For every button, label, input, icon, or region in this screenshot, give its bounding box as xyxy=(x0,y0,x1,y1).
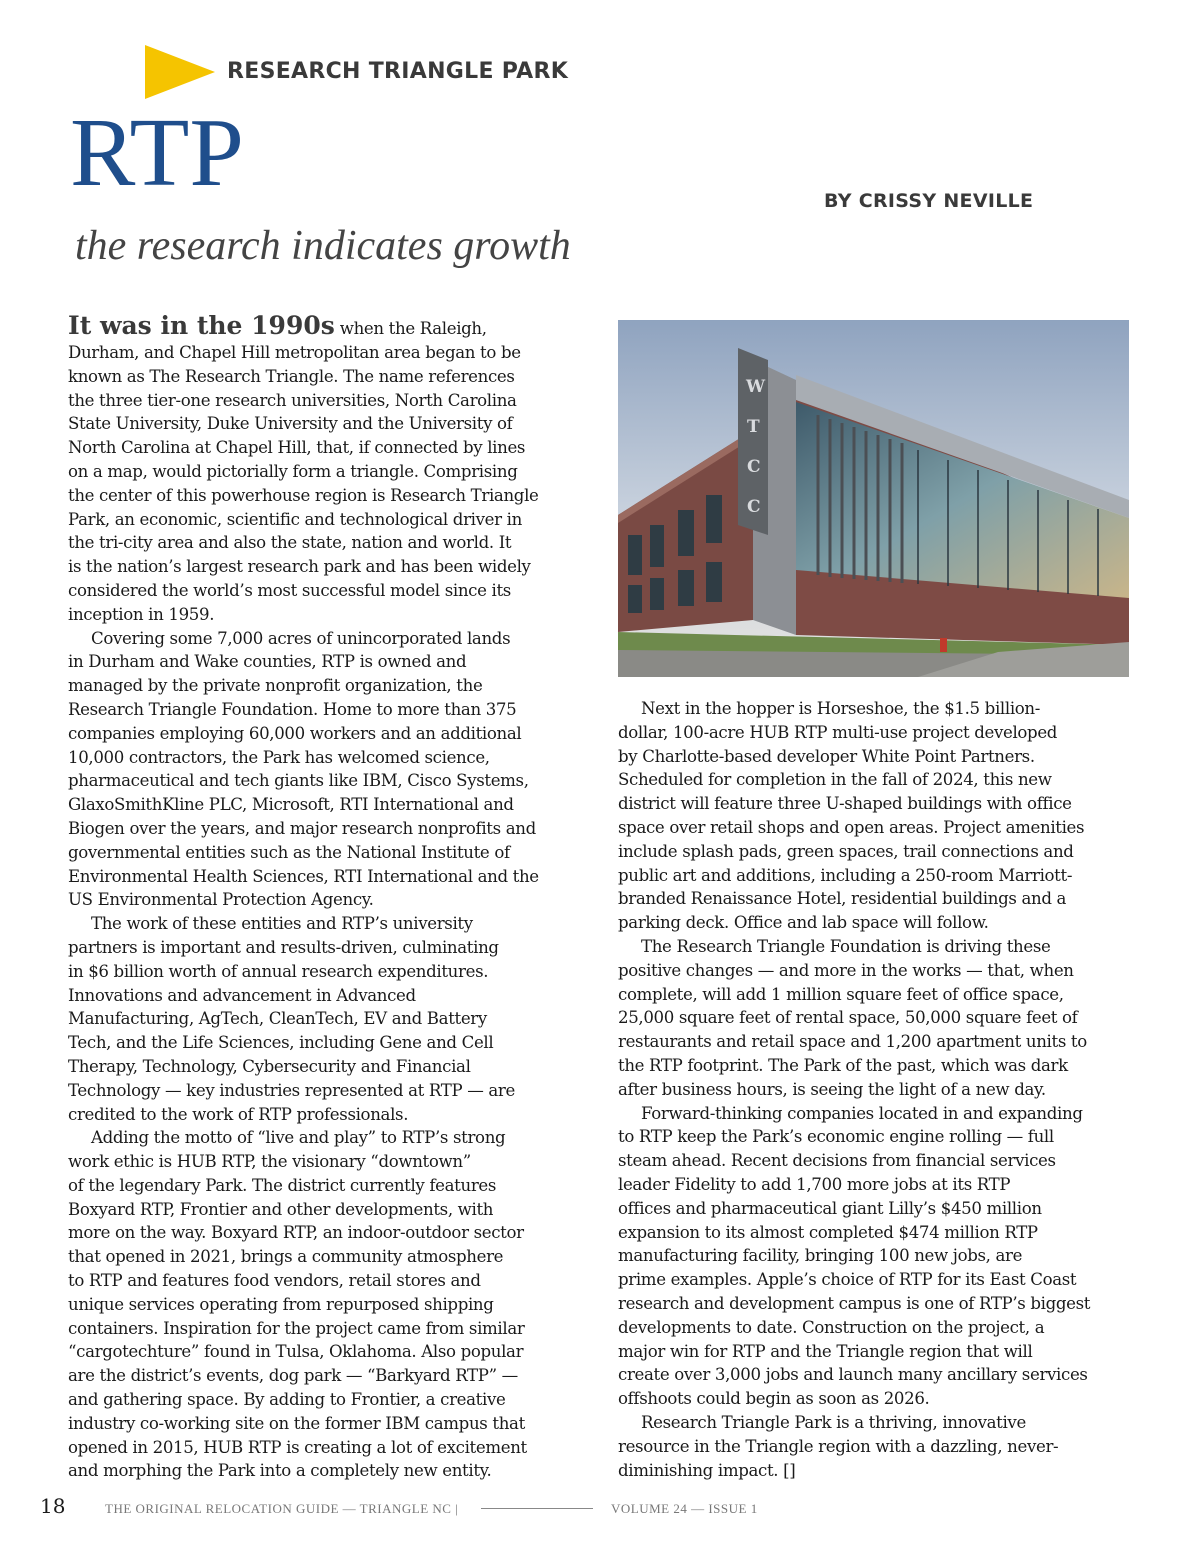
building-photo xyxy=(618,320,1129,677)
article-line: “cargotechture” found in Tulsa, Oklahoma. Also popular xyxy=(68,1342,524,1362)
article-line: Boxyard RTP, Frontier and other developments, with xyxy=(68,1199,494,1219)
article-line: positive changes — and more in the works — that, when xyxy=(618,960,1074,980)
article-line: Manufacturing, AgTech, CleanTech, EV and Battery xyxy=(68,1009,487,1029)
article-line: considered the world’s most successful model since its xyxy=(68,580,511,600)
article-right-column xyxy=(618,697,1138,1482)
article-line: diminishing impact. [] xyxy=(618,1460,796,1480)
article-line: on a map, would pictorially form a triangle. Comprising xyxy=(68,461,518,481)
article-line: Innovations and advancement in Advanced xyxy=(68,985,416,1005)
article-line: Durham, and Chapel Hill metropolitan area began to be xyxy=(68,343,521,362)
article-line: Tech, and the Life Sciences, including Gene and Cell xyxy=(68,1033,494,1053)
article-line: GlaxoSmithKline PLC, Microsoft, RTI International and xyxy=(68,795,514,815)
article-line: the RTP footprint. The Park of the past, which was dark xyxy=(618,1055,1068,1075)
article-line: Research Triangle Park is a thriving, innovative xyxy=(641,1412,1026,1432)
article-line: prime examples. Apple’s choice of RTP for its East Coast xyxy=(618,1270,1077,1290)
article-line: complete, will add 1 million square feet of office space, xyxy=(618,984,1064,1004)
article-line: opened in 2015, HUB RTP is creating a lot of excitement xyxy=(68,1437,527,1457)
article-line: developments to date. Construction on the project, a xyxy=(618,1317,1045,1337)
article-left-column xyxy=(68,311,593,1483)
article-line: leader Fidelity to add 1,700 more jobs at its RTP xyxy=(618,1174,1011,1194)
article-line: and gathering space. By adding to Frontier, a creative xyxy=(68,1390,506,1410)
article-line: to RTP and features food vendors, retail stores and xyxy=(68,1271,481,1291)
yellow-arrow-icon xyxy=(145,45,215,99)
lead-in: It was in the 1990s xyxy=(68,311,335,340)
sign-letter: C xyxy=(747,457,761,477)
article-line: resource in the Triangle region with a dazzling, never- xyxy=(618,1436,1059,1456)
article-line: Covering some 7,000 acres of unincorporated lands xyxy=(91,628,511,648)
article-line: after business hours, is seeing the light of a new day. xyxy=(618,1079,1046,1099)
article-line: steam ahead. Recent decisions from financial services xyxy=(618,1151,1056,1171)
article-line: major win for RTP and the Triangle region that will xyxy=(618,1341,1033,1361)
article-line: industry co-working site on the former IBM campus that xyxy=(68,1413,525,1433)
article-line: space over retail shops and open areas. Project amenities xyxy=(618,817,1085,837)
article-line: The Research Triangle Foundation is driving these xyxy=(641,936,1051,956)
article-line: Research Triangle Foundation. Home to more than 375 xyxy=(68,699,517,719)
article-line: restaurants and retail space and 1,200 apartment units to xyxy=(618,1032,1087,1052)
article-line: US Environmental Protection Agency. xyxy=(68,890,374,910)
article-line: It was in the 1990s when the Raleigh, xyxy=(68,311,487,340)
article-line: the center of this powerhouse region is Research Triangle xyxy=(68,485,539,505)
volume-issue: VOLUME 24 — ISSUE 1 xyxy=(611,1501,758,1516)
article-line: are the district’s events, dog park — “Barkyard RTP” — xyxy=(68,1366,518,1386)
article-line: branded Renaissance Hotel, residential buildings and a xyxy=(618,889,1067,909)
section-kicker: RESEARCH TRIANGLE PARK xyxy=(227,59,569,84)
sign-letter: C xyxy=(747,497,761,517)
sign-letter: W xyxy=(746,377,766,397)
article-line: State University, Duke University and the University of xyxy=(68,414,513,434)
article-line: The work of these entities and RTP’s university xyxy=(91,914,473,934)
article-line: expansion to its almost completed $474 million RTP xyxy=(618,1222,1038,1242)
article-line: pharmaceutical and tech giants like IBM, Cisco Systems, xyxy=(68,771,529,791)
article-line: is the nation’s largest research park and has been widely xyxy=(68,557,531,577)
article-line: Forward-thinking companies located in and expanding xyxy=(641,1103,1083,1123)
article-line: known as The Research Triangle. The name references xyxy=(68,366,515,386)
article-line: to RTP keep the Park’s economic engine rolling — full xyxy=(618,1127,1054,1147)
article-line: governmental entities such as the National Institute of xyxy=(68,842,510,862)
article-line: the tri-city area and also the state, nation and world. It xyxy=(68,533,512,553)
article-line: in Durham and Wake counties, RTP is owned and xyxy=(68,652,467,672)
article-line: managed by the private nonprofit organization, the xyxy=(68,676,483,696)
article-line: Next in the hopper is Horseshoe, the $1.5 billion- xyxy=(641,699,1041,718)
article-line: district will feature three U-shaped buildings with office xyxy=(618,794,1072,814)
article-line: companies employing 60,000 workers and an additional xyxy=(68,723,522,743)
page-footer xyxy=(0,1494,1200,1524)
article-line: manufacturing facility, bringing 100 new jobs, are xyxy=(618,1246,1023,1266)
article-line: offices and pharmaceutical giant Lilly’s $450 million xyxy=(618,1198,1042,1218)
publication-name: THE ORIGINAL RELOCATION GUIDE — TRIANGLE NC | xyxy=(105,1501,459,1516)
article-line: include splash pads, green spaces, trail connections and xyxy=(618,841,1074,861)
article-line: create over 3,000 jobs and launch many ancillary services xyxy=(618,1365,1088,1385)
article-line: Biogen over the years, and major research nonprofits and xyxy=(68,818,536,838)
article-line: partners is important and results-driven, culminating xyxy=(68,937,499,957)
sign-letter: T xyxy=(747,417,760,437)
article-line: offshoots could begin as soon as 2026. xyxy=(618,1389,930,1409)
article-line: containers. Inspiration for the project came from similar xyxy=(68,1318,525,1338)
article-line: credited to the work of RTP professionals. xyxy=(68,1104,409,1124)
article-line: Therapy, Technology, Cybersecurity and Financial xyxy=(68,1056,471,1076)
article-line: unique services operating from repurposed shipping xyxy=(68,1294,494,1314)
article-line: 10,000 contractors, the Park has welcomed science, xyxy=(68,747,490,767)
article-line: in $6 billion worth of annual research expenditures. xyxy=(68,961,489,981)
article-line: of the legendary Park. The district currently features xyxy=(68,1175,497,1195)
article-line: inception in 1959. xyxy=(68,604,215,624)
byline: BY CRISSY NEVILLE xyxy=(824,190,1034,212)
article-line: Adding the motto of “live and play” to RTP’s strong xyxy=(91,1128,506,1148)
article-line: public art and additions, including a 250-room Marriott- xyxy=(618,865,1073,885)
article-line: Scheduled for completion in the fall of 2024, this new xyxy=(618,770,1052,790)
article-line: dollar, 100-acre HUB RTP multi-use project developed xyxy=(618,722,1058,742)
article-line: Technology — key industries represented at RTP — are xyxy=(68,1080,515,1100)
article-title: RTP xyxy=(70,99,244,207)
article-line: parking deck. Office and lab space will follow. xyxy=(618,913,989,933)
article-line: 25,000 square feet of rental space, 50,000 square feet of xyxy=(618,1008,1078,1028)
article-subtitle: the research indicates growth xyxy=(75,223,571,269)
article-line: by Charlotte-based developer White Point Partners. xyxy=(618,746,1035,766)
article-line: the three tier-one research universities, North Carolina xyxy=(68,390,517,410)
article-line: North Carolina at Chapel Hill, that, if connected by lines xyxy=(68,438,526,458)
article-line: Environmental Health Sciences, RTI International and the xyxy=(68,866,539,886)
article-line: research and development campus is one of RTP’s biggest xyxy=(618,1293,1091,1313)
article-line: that opened in 2021, brings a community atmosphere xyxy=(68,1247,504,1267)
article-line: Park, an economic, scientific and technological driver in xyxy=(68,509,522,529)
article-line: work ethic is HUB RTP, the visionary “downtown” xyxy=(68,1152,471,1172)
article-line: and morphing the Park into a completely new entity. xyxy=(68,1461,492,1481)
page-number: 18 xyxy=(40,1494,66,1518)
article-line: more on the way. Boxyard RTP, an indoor-outdoor sector xyxy=(68,1223,524,1243)
footer-divider xyxy=(481,1508,593,1509)
